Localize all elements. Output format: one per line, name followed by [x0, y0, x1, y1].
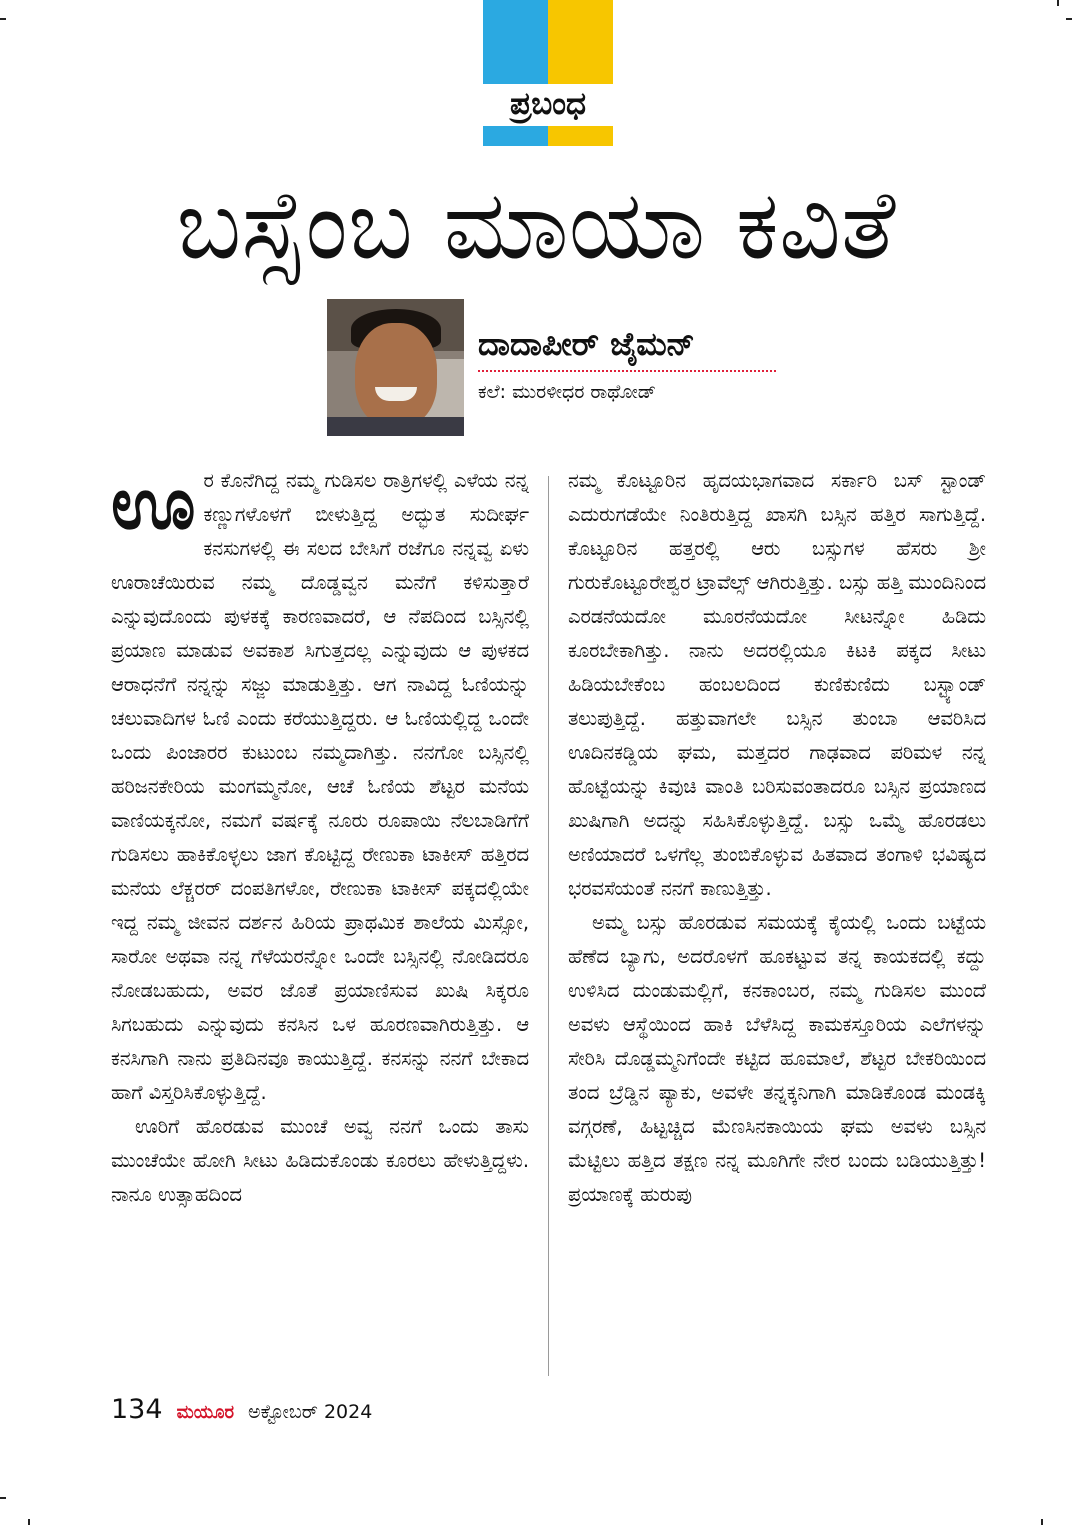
- paragraph: [111, 464, 529, 1110]
- article-column-right: [568, 464, 986, 1376]
- crop-mark: [0, 1497, 6, 1499]
- magazine-logo: ಮಯೂರ: [176, 1402, 234, 1423]
- section-badge-top: [483, 0, 613, 84]
- author-name: ದಾದಾಪೀರ್ ಜೈಮನ್: [478, 325, 695, 363]
- art-credit: ಕಲೆ: ಮುರಳೀಧರ ರಾಥೋಡ್: [478, 381, 657, 403]
- paragraph: ನಮ್ಮ ಕೊಟ್ಟೂರಿನ ಹೃದಯಭಾಗವಾದ ಸರ್ಕಾರಿ ಬಸ್ ಸ್ಟಾಂಡ್ ಎದುರುಗಡೆಯೇ ನಿಂತಿರುತ್ತಿದ್ದ ಖಾಸಗಿ ಬಸ್ಸಿನ ಹತ್ತಿರ ಸಾಗುತ್ತಿದ್ದೆ. ಕೊಟ್ಟೂರಿನ ಹತ್ತರಲ್ಲಿ ಆರು ಬಸ್ಸುಗಳ ಹೆಸರು ಶ್ರೀ ಗುರುಕೊಟ್ಟೂರೇಶ್ವರ ಟ್ರಾವೆಲ್ಸ್ ಆಗಿರುತ್ತಿತ್ತು. ಬಸ್ಸು ಹತ್ತಿ ಮುಂದಿನಿಂದ ಎರಡನೆಯದೋ ಮೂರನೆಯದೋ ಸೀಟನ್ನೋ ಹಿಡಿದು ಕೂರಬೇಕಾಗಿತ್ತು. ನಾನು ಅದರಲ್ಲಿಯೂ ಕಿಟಕಿ ಪಕ್ಕದ ಸೀಟು ಹಿಡಿಯಬೇಕೆಂಬ ಹಂಬಲದಿಂದ ಕುಣಿಕುಣಿದು ಬಸ್ಟ್ಯಾಂಡ್ ತಲುಪುತ್ತಿದ್ದೆ. ಹತ್ತುವಾಗಲೇ ಬಸ್ಸಿನ ತುಂಬಾ ಆವರಿಸಿದ ಊದಿನಕಡ್ಡಿಯ ಘಮ, ಮತ್ತದರ ಗಾಢವಾದ ಪರಿಮಳ ನನ್ನ ಹೊಟ್ಟೆಯನ್ನು ಕಿವುಚಿ ವಾಂತಿ ಬರಿಸುವಂತಾದರೂ ಬಸ್ಸಿನ ಪ್ರಯಾಣದ ಖುಷಿಗಾಗಿ ಅದನ್ನು ಸಹಿಸಿಕೊಳ್ಳುತ್ತಿದ್ದೆ. ಬಸ್ಸು ಒಮ್ಮೆ ಹೊರಡಲು ಅಣಿಯಾದರೆ ಒಳಗೆಲ್ಲ ತುಂಬಿಕೊಳ್ಳುವ ಹಿತವಾದ ತಂಗಾಳಿ ಭವಿಷ್ಯದ ಭರವಸೆಯಂತೆ ನನಗೆ ಕಾಣುತ್ತಿತ್ತು.: [568, 469, 986, 900]
- article-column-left: [111, 464, 529, 1376]
- column-divider: [548, 476, 549, 1376]
- crop-mark: [0, 18, 6, 20]
- crop-mark: [1066, 18, 1072, 20]
- section-label: ಪ್ರಬಂಧ: [510, 86, 586, 122]
- page-footer: [111, 1392, 372, 1428]
- section-badge-bottom: [483, 126, 613, 146]
- page-number: 134: [111, 1394, 163, 1425]
- author-divider: [478, 370, 776, 372]
- paragraph: ಊರಿಗೆ ಹೊರಡುವ ಮುಂಚೆ ಅವ್ವ ನನಗೆ ಒಂದು ತಾಸು ಮುಂಚೆಯೇ ಹೋಗಿ ಸೀಟು ಹಿಡಿದುಕೊಂಡು ಕೂರಲು ಹೇಳುತ್ತಿದ್ದಳು. ನಾನೂ ಉತ್ಸಾಹದಿಂದ: [111, 1115, 529, 1206]
- page-title: ಬಸ್ಸೆಂಬ ಮಾಯಾ ಕವಿತೆ: [176, 169, 896, 281]
- crop-mark: [1041, 1519, 1043, 1525]
- paragraph: ಅಮ್ಮ ಬಸ್ಸು ಹೊರಡುವ ಸಮಯಕ್ಕೆ ಕೈಯಲ್ಲಿ ಒಂದು ಬಟ್ಟೆಯ ಹೆಣೆದ ಬ್ಯಾಗು, ಅದರೊಳಗೆ ಹೂಕಟ್ಟುವ ತನ್ನ ಕಾಯಕದಲ್ಲಿ ಕದ್ದು ಉಳಿಸಿದ ದುಂಡುಮಲ್ಲಿಗೆ, ಕನಕಾಂಬರ, ನಮ್ಮ ಗುಡಿಸಲ ಮುಂದೆ ಅವಳು ಆಸ್ಥೆಯಿಂದ ಹಾಕಿ ಬೆಳೆಸಿದ್ದ ಕಾಮಕಸ್ತೂರಿಯ ಎಲೆಗಳನ್ನು ಸೇರಿಸಿ ದೊಡ್ಡಮ್ಮನಿಗೆಂದೇ ಕಟ್ಟಿದ ಹೂಮಾಲೆ, ಶೆಟ್ಟರ ಬೇಕರಿಯಿಂದ ತಂದ ಬ್ರೆಡ್ಡಿನ ಪ್ಯಾಕು, ಅವಳೇ ತನ್ನಕ್ಕನಿಗಾಗಿ ಮಾಡಿಕೊಂಡ ಮಂಡಕ್ಕಿ ವಗ್ಗರಣೆ, ಹಿಟ್ಟಚ್ಚಿದ ಮೆಣಸಿನಕಾಯಿಯ ಘಮ ಅವಳು ಬಸ್ಸಿನ ಮೆಟ್ಟಿಲು ಹತ್ತಿದ ತಕ್ಷಣ ನನ್ನ ಮೂಗಿಗೇ ನೇರ ಬಂದು ಬಡಿಯುತ್ತಿತ್ತು! ಪ್ರಯಾಣಕ್ಕೆ ಹುರುಪು: [568, 911, 986, 1206]
- crop-mark: [28, 1519, 30, 1525]
- crop-mark: [1057, 0, 1059, 6]
- author-photo: [327, 299, 464, 436]
- dropcap: ಊ: [111, 464, 196, 545]
- issue-date: ಅಕ್ಟೋಬರ್ 2024: [248, 1401, 373, 1423]
- paragraph-text: ರ ಕೊನೆಗಿದ್ದ ನಮ್ಮ ಗುಡಿಸಲ ರಾತ್ರಿಗಳಲ್ಲಿ ಎಳೆಯ ನನ್ನ ಕಣ್ಣುಗಳೊಳಗೆ ಬೀಳುತ್ತಿದ್ದ ಅದ್ಭುತ ಸುದೀರ್ಘ ಕನಸುಗಳಲ್ಲಿ ಈ ಸಲದ ಬೇಸಿಗೆ ರಜೆಗೂ ನನ್ನವ್ವ ಏಳು ಊರಾಚೆಯಿರುವ ನಮ್ಮ ದೊಡ್ಡವ್ವನ ಮನೆಗೆ ಕಳಿಸುತ್ತಾರೆ ಎನ್ನುವುದೊಂದು ಪುಳಕಕ್ಕೆ ಕಾರಣವಾದರೆ, ಆ ನೆಪದಿಂದ ಬಸ್ಸಿನಲ್ಲಿ ಪ್ರಯಾಣ ಮಾಡುವ ಅವಕಾಶ ಸಿಗುತ್ತದಲ್ಲ ಎನ್ನುವುದು ಆ ಪುಳಕದ ಆರಾಧನೆಗೆ ನನ್ನನ್ನು ಸಜ್ಜು ಮಾಡುತ್ತಿತ್ತು. ಆಗ ನಾವಿದ್ದ ಓಣಿಯನ್ನು ಚಲುವಾದಿಗಳ ಓಣಿ ಎಂದು ಕರೆಯುತ್ತಿದ್ದರು. ಆ ಓಣಿಯಲ್ಲಿದ್ದ ಒಂದೇ ಒಂದು ಪಿಂಜಾರರ ಕುಟುಂಬ ನಮ್ಮದಾಗಿತ್ತು. ನನಗೋ ಬಸ್ಸಿನಲ್ಲಿ ಹರಿಜನಕೇರಿಯ ಮಂಗಮ್ಮನೋ, ಆಚೆ ಓಣಿಯ ಶೆಟ್ಟರ ಮನೆಯ ವಾಣಿಯಕ್ಕನೋ, ನಮಗೆ ವರ್ಷಕ್ಕೆ ನೂರು ರೂಪಾಯಿ ನೆಲಬಾಡಿಗೆಗೆ ಗುಡಿಸಲು ಹಾಕಿಕೊಳ್ಳಲು ಜಾಗ ಕೊಟ್ಟಿದ್ದ ರೇಣುಕಾ ಟಾಕೀಸ್ ಹತ್ತಿರದ ಮನೆಯ ಲೆಕ್ಚರರ್ ದಂಪತಿಗಳೋ, ರೇಣುಕಾ ಟಾಕೀಸ್ ಪಕ್ಕದಲ್ಲಿಯೇ ಇದ್ದ ನಮ್ಮ ಜೀವನ ದರ್ಶನ ಹಿರಿಯ ಪ್ರಾಥಮಿಕ ಶಾಲೆಯ ಮಿಸ್ಸೋ, ಸಾರೋ ಅಥವಾ ನನ್ನ ಗೆಳೆಯರನ್ನೋ ಒಂದೇ ಬಸ್ಸಿನಲ್ಲಿ ನೋಡಿದರೂ ನೋಡಬಹುದು, ಅವರ ಜೊತೆ ಪ್ರಯಾಣಿಸುವ ಖುಷಿ ಸಿಕ್ಕರೂ ಸಿಗಬಹುದು ಎನ್ನುವುದು ಕನಸಿನ ಒಳ ಹೂರಣವಾಗಿರುತ್ತಿತ್ತು. ಆ ಕನಸಿಗಾಗಿ ನಾನು ಪ್ರತಿದಿನವೂ ಕಾಯುತ್ತಿದ್ದೆ. ಕನಸನ್ನು ನನಗೆ ಬೇಕಾದ ಹಾಗೆ ವಿಸ್ತರಿಸಿಕೊಳ್ಳುತ್ತಿದ್ದೆ.: [111, 469, 529, 1104]
